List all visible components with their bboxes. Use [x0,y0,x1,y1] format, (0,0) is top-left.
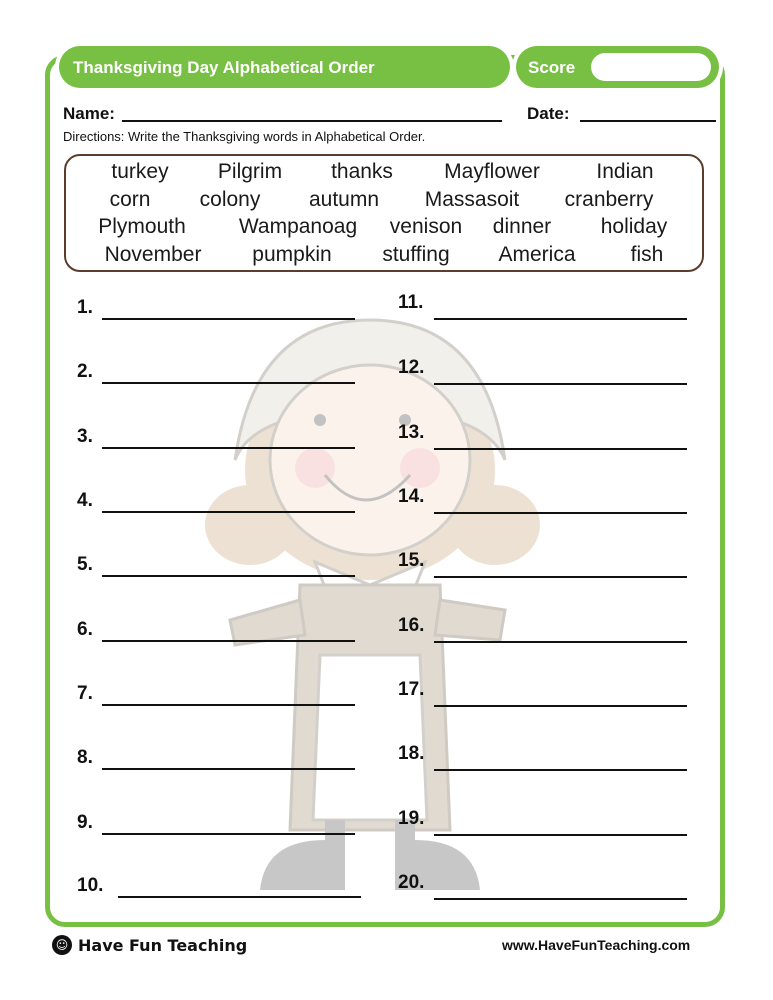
answer-number: 18. [398,743,425,764]
answer-number: 15. [398,550,425,571]
answer-line[interactable] [434,318,687,320]
answer-number: 17. [398,679,425,700]
answer-line[interactable] [434,448,687,450]
word-bank-item: Massasoit [424,188,520,211]
score-bar [516,46,719,88]
answer-line[interactable] [102,382,355,384]
word-bank-item: November [104,243,202,266]
answer-number: 19. [398,808,425,829]
word-bank-item: Pilgrim [217,160,283,183]
title-bar [59,46,510,88]
score-field[interactable] [591,53,711,81]
answer-number: 9. [77,812,93,833]
brand-logo [52,935,247,955]
answer-line[interactable] [434,576,687,578]
date-field[interactable] [580,120,716,122]
answer-line[interactable] [102,640,355,642]
answer-line[interactable] [102,447,355,449]
word-bank-item: Wampanoag [238,215,358,238]
word-bank-item: Indian [596,160,654,183]
answer-number: 12. [398,357,425,378]
answer-number: 8. [77,747,93,768]
answer-line[interactable] [102,833,355,835]
answer-line[interactable] [434,769,687,771]
answer-line[interactable] [102,318,355,320]
word-bank-item: Mayflower [444,160,540,183]
answer-line[interactable] [434,834,687,836]
pilgrim-girl-illustration [195,300,555,900]
answer-line[interactable] [102,575,355,577]
answer-number: 13. [398,422,425,443]
answer-number: 5. [77,554,93,575]
worksheet-title: Thanksgiving Day Alphabetical Order [73,58,375,77]
brand-name: Have Fun Teaching [78,935,248,955]
word-bank-item: pumpkin [252,243,332,266]
word-bank-item: corn [109,188,151,211]
answer-line[interactable] [102,704,355,706]
word-bank-item: stuffing [382,243,450,266]
answer-line[interactable] [434,383,687,385]
word-bank-item: cranberry [564,188,654,211]
answer-line[interactable] [118,896,361,898]
word-bank-item: colony [199,188,261,211]
directions-text: Directions: Write the Thanksgiving words in Alphabetical Order. [63,129,426,144]
answer-number: 3. [77,426,93,447]
answer-line[interactable] [434,512,687,514]
date-label: Date: [527,104,570,123]
answer-number: 4. [77,490,93,511]
word-bank-item: America [498,243,576,266]
answer-number: 7. [77,683,93,704]
score-label: Score [528,58,576,77]
word-bank-item: venison [389,215,463,238]
word-bank-item: holiday [600,215,668,238]
word-bank-item: turkey [111,160,169,183]
answer-line[interactable] [434,898,687,900]
answer-line[interactable] [434,641,687,643]
word-bank-item: fish [630,243,664,266]
word-bank-item: thanks [331,160,393,183]
smiley-logo-icon: ☺ [52,935,72,955]
answer-number: 14. [398,486,425,507]
name-label: Name: [63,104,115,123]
answer-line[interactable] [102,768,355,770]
word-bank-item: autumn [308,188,380,211]
word-bank-item: dinner [492,215,552,238]
answer-line[interactable] [102,511,355,513]
answer-number: 1. [77,297,93,318]
answer-line[interactable] [434,705,687,707]
answer-number: 6. [77,619,93,640]
answer-number: 16. [398,615,425,636]
answer-number: 11. [398,292,424,313]
name-field[interactable] [122,120,502,122]
answer-number: 2. [77,361,93,382]
word-bank-item: Plymouth [98,215,186,238]
answer-number: 10. [77,875,104,896]
answer-number: 20. [398,872,425,893]
website-url: www.HaveFunTeaching.com [502,937,691,953]
